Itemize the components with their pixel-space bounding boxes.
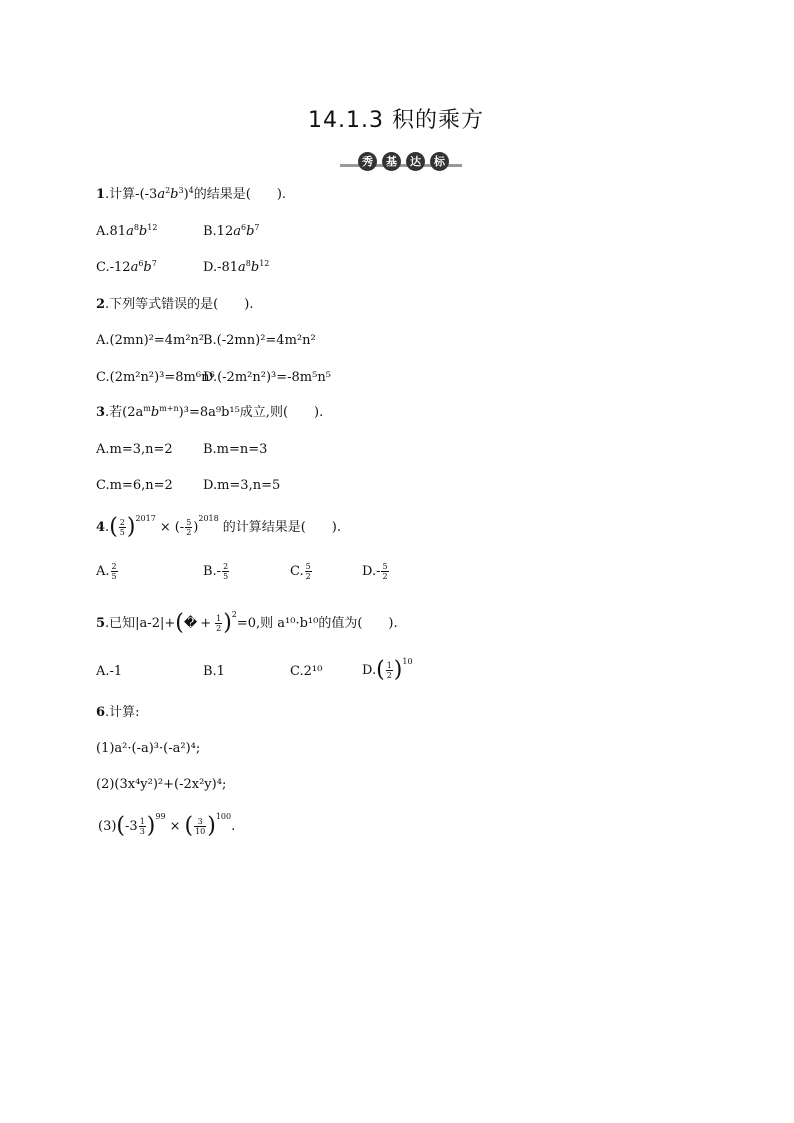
- q2-option-d: D.(-2m²n²)³=-8m⁵n⁵: [203, 370, 331, 385]
- q2-option-a: A.(2mn)²=4m²n²: [96, 333, 205, 348]
- q3-option-a: A.m=3,n=2: [96, 442, 173, 457]
- q4-option-d: D.- $\frac{5}{2}$: [362, 562, 388, 581]
- q1-stem: 1.计算$-(-3a^2b^3)^4$的结果是( ).: [96, 186, 287, 202]
- q1-option-d: $D.-81a^8b^{12}$: [203, 259, 270, 275]
- q3-option-b: B.m=n=3: [203, 442, 268, 457]
- q5-stem: 5.已知|a-2|+(� + $\frac{1}{2}$ )$^2$=0,则 a¹⁰·b¹⁰的值为( ).: [96, 610, 398, 636]
- q5-option-b: B.1: [203, 664, 225, 679]
- q6-stem: 6.计算:: [96, 705, 140, 720]
- q5-option-a: A.-1: [96, 664, 123, 679]
- q2-option-b: B.(-2mn)²=4m²n²: [203, 333, 316, 348]
- q6-number: 6: [96, 705, 106, 720]
- q4-stem: 4.( $\frac{2}{5}$ )$^{2017}$× (- $\frac{5}{2}$ )$^{2018}$的计算结果是( ).: [96, 514, 342, 540]
- q4-option-b: B.- $\frac{2}{5}$: [203, 562, 229, 581]
- q1-option-c: $C.-12a^6b^7$: [96, 259, 157, 275]
- q3-stem: 3.若$(2a^mb^{m+n})^3=8a^9b^{15}$成立,则( ).: [96, 404, 324, 420]
- q1-option-b: $B.12a^6b^7$: [203, 223, 260, 239]
- q4-option-c: C. $\frac{5}{2}$: [290, 562, 311, 581]
- q6-part-3: (3)(-3 $\frac{1}{3}$ )$^{99}$× ( $\frac{3}{10}$ )$^{100}$.: [98, 812, 236, 839]
- q6-part-2: (2)(3x⁴y²)²+(-2x²y)⁴;: [96, 777, 227, 792]
- q5-option-d: D.( $\frac{1}{2}$ )$^{10}$: [362, 657, 413, 683]
- q1-number: 1: [96, 187, 106, 202]
- banner-char-3: 达: [406, 152, 425, 171]
- section-banner: [340, 152, 462, 172]
- page-title: 14.1.3 积的乘方: [308, 108, 484, 133]
- q4-option-a: A. $\frac{2}{5}$: [96, 562, 117, 581]
- q3-number: 3: [96, 405, 106, 420]
- banner-char-4: 标: [430, 152, 449, 171]
- q5-number: 5: [96, 616, 106, 631]
- banner-char-2: 基: [382, 152, 401, 171]
- q6-part-1: (1)a²·(-a)³·(-a²)⁴;: [96, 741, 201, 756]
- q3-option-c: C.m=6,n=2: [96, 478, 173, 493]
- q2-stem: 2.下列等式错误的是( ).: [96, 297, 254, 312]
- banner-char-1: 秀: [358, 152, 377, 171]
- q4-number: 4: [96, 520, 106, 535]
- q2-option-c: C.(2m²n²)³=8m⁶n⁶: [96, 370, 215, 385]
- q1-option-a: $A.81a^8b^{12}$: [96, 223, 158, 239]
- q2-number: 2: [96, 297, 106, 312]
- q5-option-c: C.2¹⁰: [290, 664, 323, 679]
- q3-option-d: D.m=3,n=5: [203, 478, 281, 493]
